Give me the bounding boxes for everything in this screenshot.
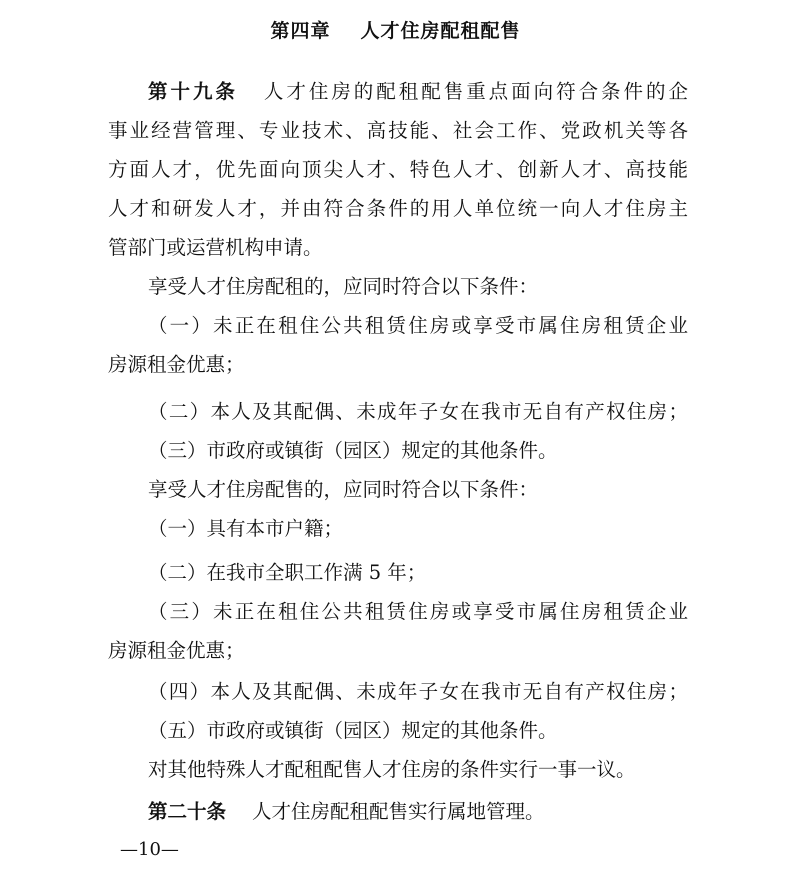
rental-intro: 享受人才住房配租的，应同时符合以下条件： [148, 275, 539, 298]
rental-condition-1-line-1: （一）未正在租住公共租赁住房或享受市属住房租赁企业 [148, 314, 688, 337]
article-19-line-2: 事业经营管理、专业技术、高技能、社会工作、党政机关等各 [108, 119, 688, 142]
rental-condition-3: （三）市政府或镇街（园区）规定的其他条件。 [148, 439, 558, 462]
article-20-head: 第二十条 [148, 800, 227, 823]
article-19-line-4: 人才和研发人才，并由符合条件的用人单位统一向人才住房主 [108, 197, 688, 220]
sale-condition-3-line-1: （三）未正在租住公共租赁住房或享受市属住房租赁企业 [148, 600, 688, 623]
article-20-line [148, 797, 688, 827]
chapter-number: 第四章 [270, 20, 331, 42]
special-talent-note: 对其他特殊人才配租配售人才住房的条件实行一事一议。 [148, 758, 636, 781]
sale-condition-2: （二）在我市全职工作满 5 年； [148, 561, 427, 584]
sale-condition-4: （四）本人及其配偶、未成年子女在我市无自有产权住房； [148, 680, 688, 703]
chapter-name: 人才住房配租配售 [360, 20, 521, 42]
article-19-head: 第十九条 [148, 80, 238, 103]
article-19-line-3: 方面人才，优先面向顶尖人才、特色人才、创新人才、高技能 [108, 158, 688, 181]
article-19-text-1: 人才住房的配租配售重点面向符合条件的企 [263, 80, 688, 103]
article-19-line-5: 管部门或运营机构申请。 [108, 236, 323, 259]
article-20-text: 人才住房配租配售实行属地管理。 [252, 800, 545, 823]
article-19-line-1 [148, 77, 688, 107]
sale-condition-5: （五）市政府或镇街（园区）规定的其他条件。 [148, 719, 558, 742]
sale-condition-3-line-2: 房源租金优惠； [108, 639, 245, 662]
page-number: —10— [120, 839, 179, 860]
rental-condition-2: （二）本人及其配偶、未成年子女在我市无自有产权住房； [148, 400, 688, 423]
sale-condition-1: （一）具有本市户籍； [148, 517, 344, 540]
sale-intro: 享受人才住房配售的，应同时符合以下条件： [148, 478, 539, 501]
chapter-title [0, 16, 791, 46]
rental-condition-1-line-2: 房源租金优惠； [108, 353, 245, 376]
